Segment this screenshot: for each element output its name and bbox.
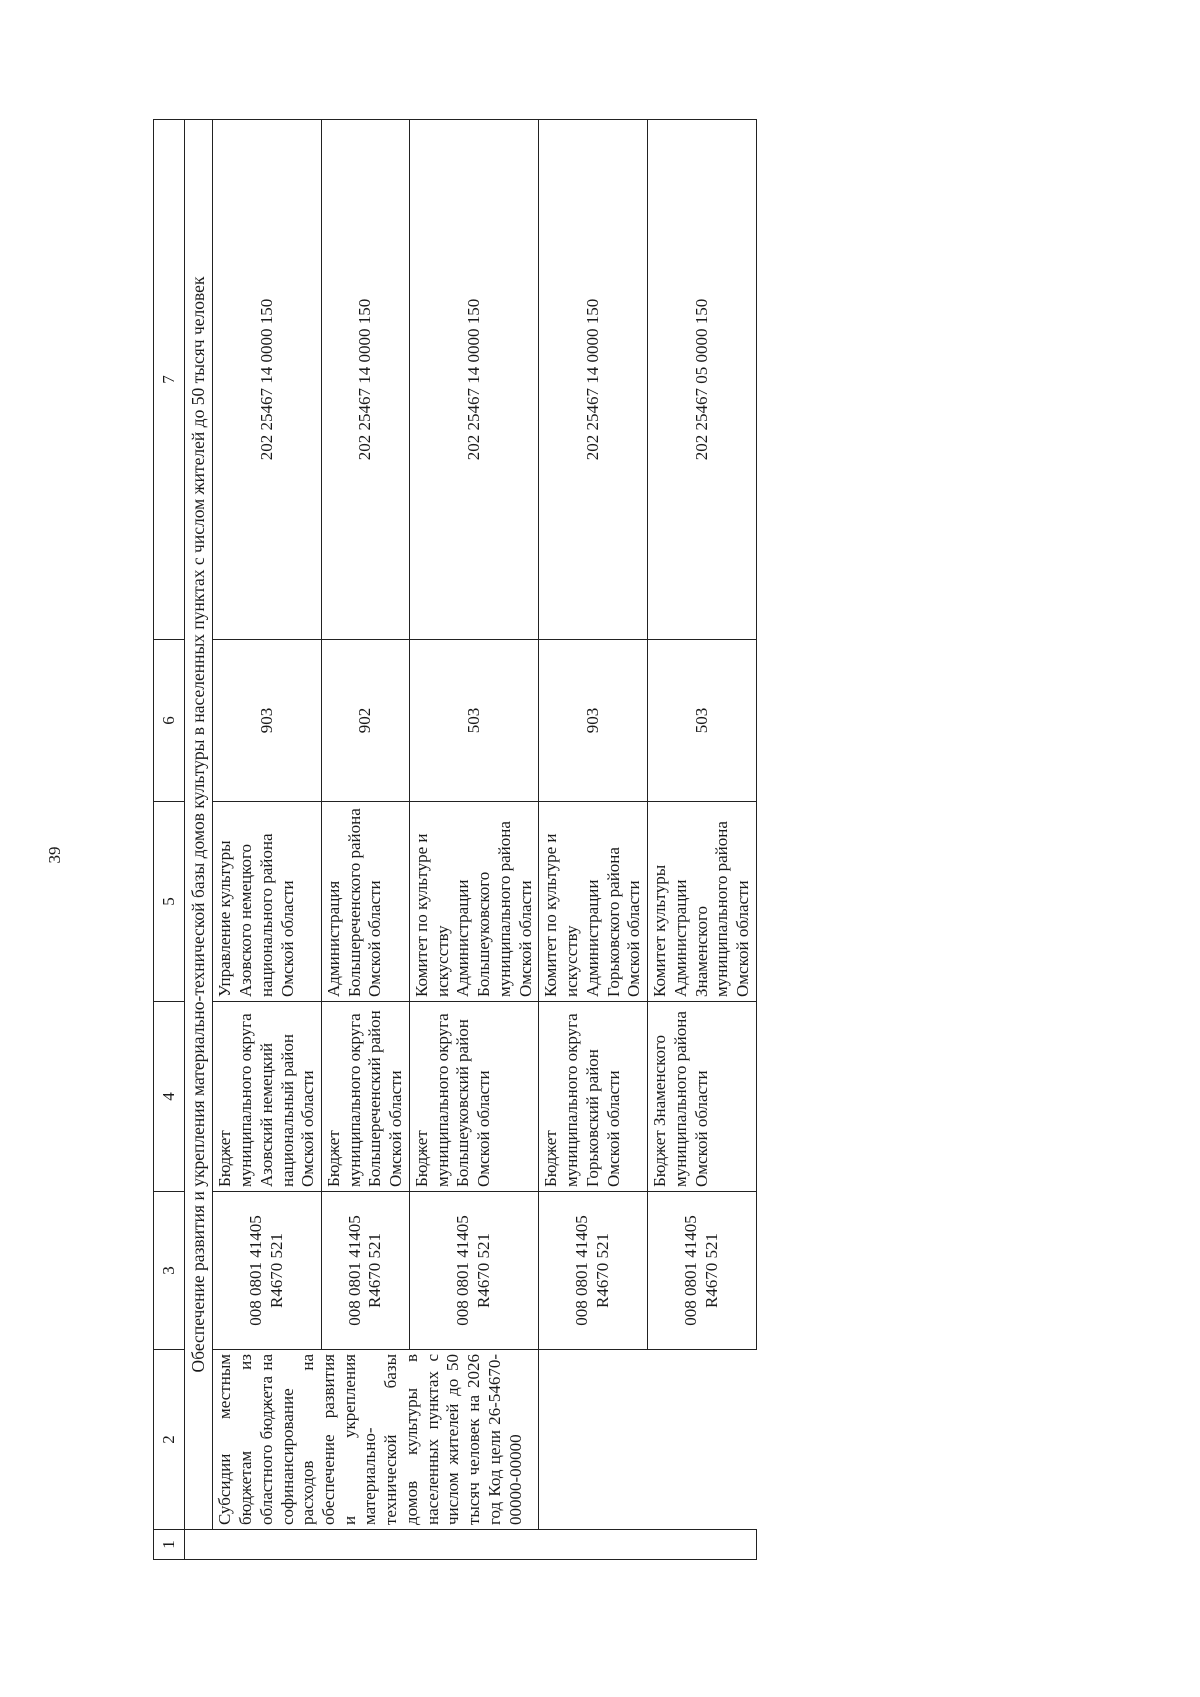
budget-table [153, 119, 757, 1560]
admin-cell: Комитет по культуре и искусству Администрации Большеуковского муниципального района Омской области [409, 802, 538, 1002]
column-header-3: 3 [154, 1192, 185, 1350]
kbk-cell: 202 25467 14 0000 150 [409, 120, 538, 640]
budget-cell: Бюджет муниципального округа Большеуковский район Омской области [409, 1002, 538, 1192]
code-cell: 008 0801 41405 R4670 521 [648, 1192, 757, 1350]
table-row [648, 120, 757, 1560]
column-header-5: 5 [154, 802, 185, 1002]
table-row [213, 120, 322, 1560]
code-cell: 008 0801 41405 R4670 521 [539, 1192, 648, 1350]
budget-cell: Бюджет Знаменского муниципального района Омской области [648, 1002, 757, 1192]
admin-cell: Комитет культуры Администрации Знаменского муниципального района Омской области [648, 802, 757, 1002]
column-header-1: 1 [154, 1530, 185, 1560]
admin-cell: Управление культуры Азовского немецкого национального района Омской области [213, 802, 322, 1002]
table-row [322, 120, 410, 1560]
section-row [185, 120, 213, 1560]
admin-cell: Комитет по культуре и искусству Администрации Горьковского района Омской области [539, 802, 648, 1002]
code-cell: 008 0801 41405 R4670 521 [409, 1192, 538, 1350]
admin-cell: Администрация Большереченского района Омской области [322, 802, 410, 1002]
kbk-cell: 202 25467 05 0000 150 [648, 120, 757, 640]
grbs-cell: 902 [322, 640, 410, 802]
rotated-table-container [153, 120, 1043, 1560]
empty-number-cell [185, 1530, 757, 1560]
column-header-4: 4 [154, 1002, 185, 1192]
budget-cell: Бюджет муниципального округа Большереченский район Омской области [322, 1002, 410, 1192]
table-row [539, 120, 648, 1560]
column-header-7: 7 [154, 120, 185, 640]
grbs-cell: 903 [213, 640, 322, 802]
column-number-row [154, 120, 185, 1560]
grbs-cell: 503 [648, 640, 757, 802]
budget-cell: Бюджет муниципального округа Горьковский район Омской области [539, 1002, 648, 1192]
empty-description-cell [539, 1350, 756, 1530]
kbk-cell: 202 25467 14 0000 150 [539, 120, 648, 640]
code-cell: 008 0801 41405 R4670 521 [213, 1192, 322, 1350]
code-cell: 008 0801 41405 R4670 521 [322, 1192, 410, 1350]
column-header-2: 2 [154, 1350, 185, 1530]
grbs-cell: 503 [409, 640, 538, 802]
table-row [409, 120, 538, 1560]
column-header-6: 6 [154, 640, 185, 802]
kbk-cell: 202 25467 14 0000 150 [213, 120, 322, 640]
budget-cell: Бюджет муниципального округа Азовский немецкий национальный район Омской области [213, 1002, 322, 1192]
subsidy-description: Субсидии местным бюджетам из областного бюджета на софинансирование расходов на обеспечение развития и укрепления материально-технической базы домов культуры в населенных пунктах с числом жителей до 50 тысяч человек на 2026 год Код цели 26-54670-00000-00000 [213, 1350, 539, 1530]
grbs-cell: 903 [539, 640, 648, 802]
section-title: Обеспечение развития и укрепления материально-технической базы домов культуры в населенных пунктах с числом жителей до 50 тысяч человек [185, 120, 213, 1530]
page-number: 39 [45, 846, 64, 864]
kbk-cell: 202 25467 14 0000 150 [322, 120, 410, 640]
